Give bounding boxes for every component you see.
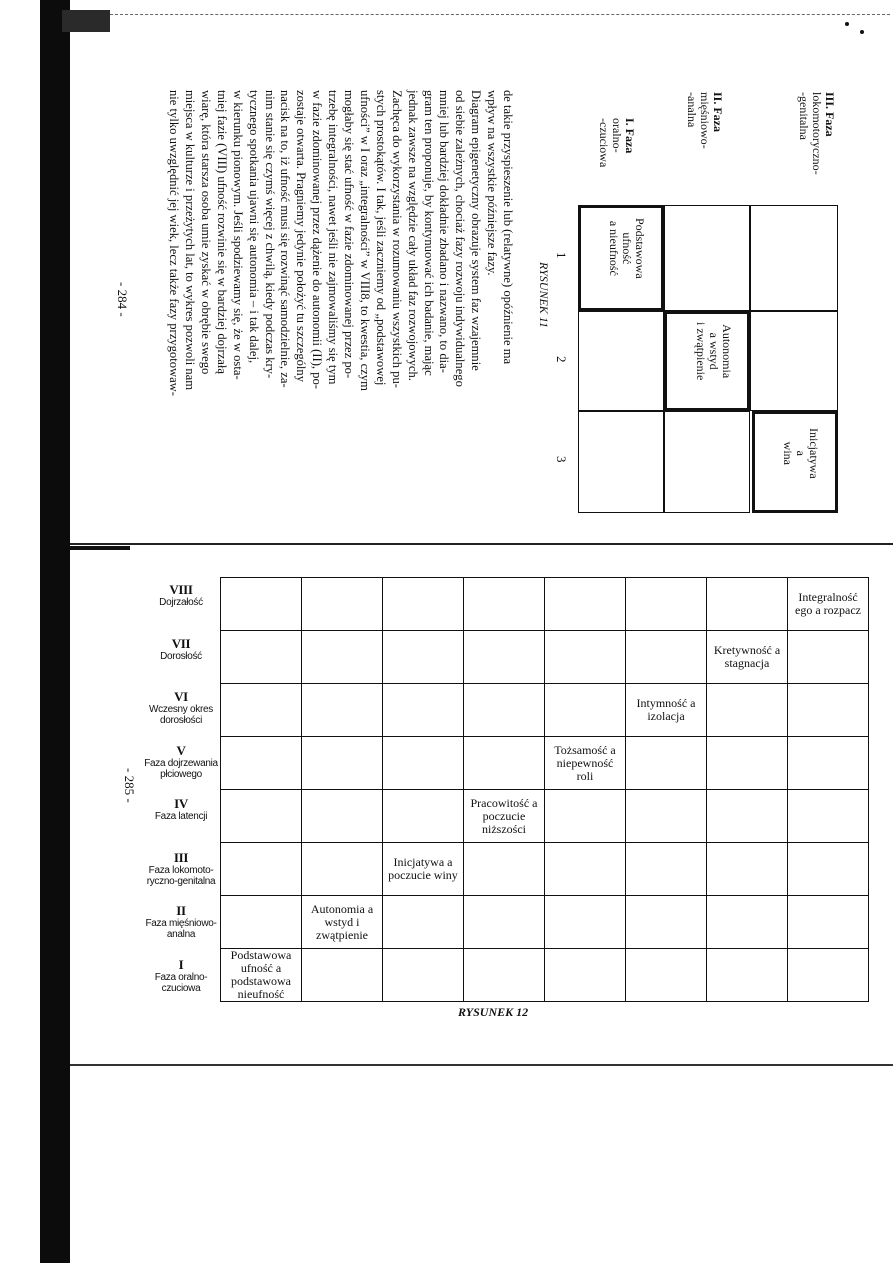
empty-cell [707,737,788,790]
phase-label-ii: II. Faza mięśniowo- -analna [685,92,725,149]
row-phase-name: Wczesny okres dorosłości [149,704,213,726]
page-number-285: - 285 - [122,768,137,803]
empty-cell [302,949,383,1002]
empty-cell [545,790,626,843]
row-numeral: VIII [169,582,193,597]
empty-cell [464,684,545,737]
body-text-line: gram ten proponuje, by kontynuować ich badanie, mając [421,90,436,376]
row-numeral: V [176,742,186,758]
empty-cell [707,949,788,1002]
row-phase-name: Faza mięśniowo-analna [145,918,217,940]
empty-cell [221,843,302,896]
empty-cell [383,631,464,684]
fig11-empty-cell [750,311,838,411]
empty-cell [707,684,788,737]
body-text-line: jednak zawsze na względzie cały układ faz rozwojowych. [405,90,420,381]
row-label [140,582,222,608]
empty-cell [383,684,464,737]
empty-cell [464,578,545,631]
body-text-line: nim stanie się czymś więcej z chwilą, kiedy podczas kry- [262,90,277,379]
body-text-line: de takie przyspieszenie lub (relatywne) opóźnienie ma [501,90,515,365]
row-numeral: VI [174,689,188,704]
body-text-line: trzebę integralności, nawet jeśli nie zajmowaliśmy się tym [326,90,341,385]
empty-cell [788,737,869,790]
empty-cell [788,790,869,843]
row-label [140,743,222,780]
row-phase-name: Faza latencji [154,811,208,822]
empty-cell [302,790,383,843]
page-divider-mark [70,546,130,550]
empty-cell [464,737,545,790]
table-row [221,737,869,790]
table-row [221,578,869,631]
fig11-cell-initiative-text: Inicjatywa a wina [781,428,821,479]
body-text-line: tniej fazie (VIII) ufność rozwinie się w bardziej dojrzałą [214,90,229,374]
empty-cell [788,949,869,1002]
empty-cell [464,896,545,949]
row-phase-name: Dojrzałość [159,597,203,608]
page-divider [70,543,893,545]
empty-cell [545,578,626,631]
stage-cell: Autonomia a wstyd i zwątpienie [302,896,383,949]
empty-cell [302,843,383,896]
figure12-caption: RYSUNEK 12 [458,1005,529,1019]
body-text-line: nacisk na to, iż ufność musi się rozwinąć samodzielnie, za- [278,90,293,388]
row-label [140,636,222,662]
empty-cell [383,737,464,790]
stage-cell: Podstawowa ufność a podstawowa nieufność [221,949,302,1002]
row-phase-name: Faza oralno-czuciowa [154,971,208,994]
fig11-cell-autonomy-text: Autonomia a wstyd i zwątpienie [694,322,734,381]
fig11-col-number: 2 [554,356,569,363]
fig11-empty-cell [664,205,750,311]
empty-cell [545,843,626,896]
figure12-table [220,577,869,1002]
fig11-empty-cell [578,311,664,411]
body-text-line: wiarę, która starsza osoba umie zyskać w obrębie swego [198,90,213,375]
fig11-empty-cell [750,205,838,311]
empty-cell [221,684,302,737]
row-numeral: VII [171,635,191,651]
empty-cell [464,631,545,684]
table-row [221,843,869,896]
empty-cell [707,578,788,631]
body-text-line: mniej lub bardziej dokładnie zbadano i nazwano, to dia- [437,90,452,373]
empty-cell [626,578,707,631]
fig11-cell-trust-text: Podstawowa ufność a nieufność [607,218,647,279]
body-text-line: Zachęca do wykorzystania w rozumowaniu wszystkich pu- [389,90,404,388]
row-numeral: I [178,956,184,972]
row-label [140,957,222,994]
body-text-line: zostaje otwarta. Pragniemy jedynie położyć tu szczególny [294,90,309,383]
empty-cell [626,631,707,684]
empty-cell [464,843,545,896]
row-numeral: IV [174,796,188,811]
row-phase-name: Faza dojrzewania płciowego [144,757,218,780]
body-text-line: tycznego spotkania ujawni się autonomia – i tak dalej, [246,90,261,364]
fig11-col-number: 1 [554,252,569,259]
table-row [221,790,869,843]
empty-cell [788,896,869,949]
fig11-empty-cell [664,411,750,513]
body-text-line: ufności” w I oraz „integralności” w VIII8, to kwestia, czym [357,90,372,391]
scan-binding-shadow [40,0,70,1263]
fig11-col-number: 3 [554,456,569,463]
stage-cell: Integralność ego a rozpacz [788,578,869,631]
body-text-line: Diagram epigenetyczny obrazuje system faz wzajemnie [469,90,484,371]
page-number-284: - 284 - [115,282,130,317]
row-phase-name: Dorosłość [160,650,202,662]
empty-cell [383,896,464,949]
stage-cell: Tożsamość a niepewność roli [545,737,626,790]
table-row [221,949,869,1002]
empty-cell [545,949,626,1002]
table-row [221,631,869,684]
body-text-line: stych prostokątów. I tak, jeśli zaczniemy od „podstawowej [373,90,388,386]
empty-cell [545,631,626,684]
empty-cell [626,737,707,790]
fig11-empty-cell [578,411,664,513]
empty-cell [383,578,464,631]
empty-cell [383,790,464,843]
empty-cell [545,684,626,737]
empty-cell [707,790,788,843]
empty-cell [788,631,869,684]
body-text-line: miejsca w kulturze i przeżytych lat, to wykres pozwoli nam [183,90,197,391]
empty-cell [626,790,707,843]
row-label [140,796,222,822]
empty-cell [788,684,869,737]
empty-cell [707,843,788,896]
page-bottom-edge [70,1064,893,1066]
row-phase-name: Faza lokomoto-ryczno-genitalna [146,864,216,887]
body-text-line: nie tylko uwzględnić jej wiek, lecz także fazy przygotowaw- [167,90,182,396]
empty-cell [221,737,302,790]
table-row [221,684,869,737]
fig11-caption: RYSUNEK 11 [537,262,551,328]
row-numeral: III [173,849,189,865]
row-label [140,903,222,940]
phase-label-iii: III. Faza lokomotoryczno- -genitalna [797,92,837,175]
empty-cell [221,790,302,843]
scan-top-edge [110,14,890,16]
row-label [140,850,222,887]
empty-cell [302,737,383,790]
body-text-line: od siebie zależnych, chociaż fazy rozwoju indywidualnego [453,90,468,387]
row-numeral: II [176,903,186,918]
empty-cell [626,896,707,949]
empty-cell [221,578,302,631]
empty-cell [302,631,383,684]
stage-cell: Inicjatywa a poczucie winy [383,843,464,896]
empty-cell [221,896,302,949]
empty-cell [626,949,707,1002]
stage-cell: Kretywność a stagnacja [707,631,788,684]
row-label [140,689,222,726]
empty-cell [221,631,302,684]
body-text-line: w kierunku pionowym. Jeśli spodziewamy się, że w osta- [230,90,245,380]
scan-corner-artifact [62,10,110,32]
body-text-line: wpływ na wszystkie późniejsze fazy. [485,90,500,276]
empty-cell [788,843,869,896]
empty-cell [545,896,626,949]
phase-label-i: I. Faza oralno- -czuciowa [597,118,637,168]
scan-speck [860,30,864,34]
body-text-line: mogłaby się stać ufność w fazie zdominowanej przez po- [342,90,356,379]
empty-cell [626,843,707,896]
stage-cell: Pracowitość a poczucie niższości [464,790,545,843]
scan-speck [845,22,849,26]
empty-cell [302,684,383,737]
empty-cell [464,949,545,1002]
empty-cell [707,896,788,949]
stage-cell: Intymność a izolacja [626,684,707,737]
empty-cell [383,949,464,1002]
body-text-line: w fazie zdominowanej przez dążenie do autonomii (II), po- [310,90,325,389]
empty-cell [302,578,383,631]
table-row [221,896,869,949]
